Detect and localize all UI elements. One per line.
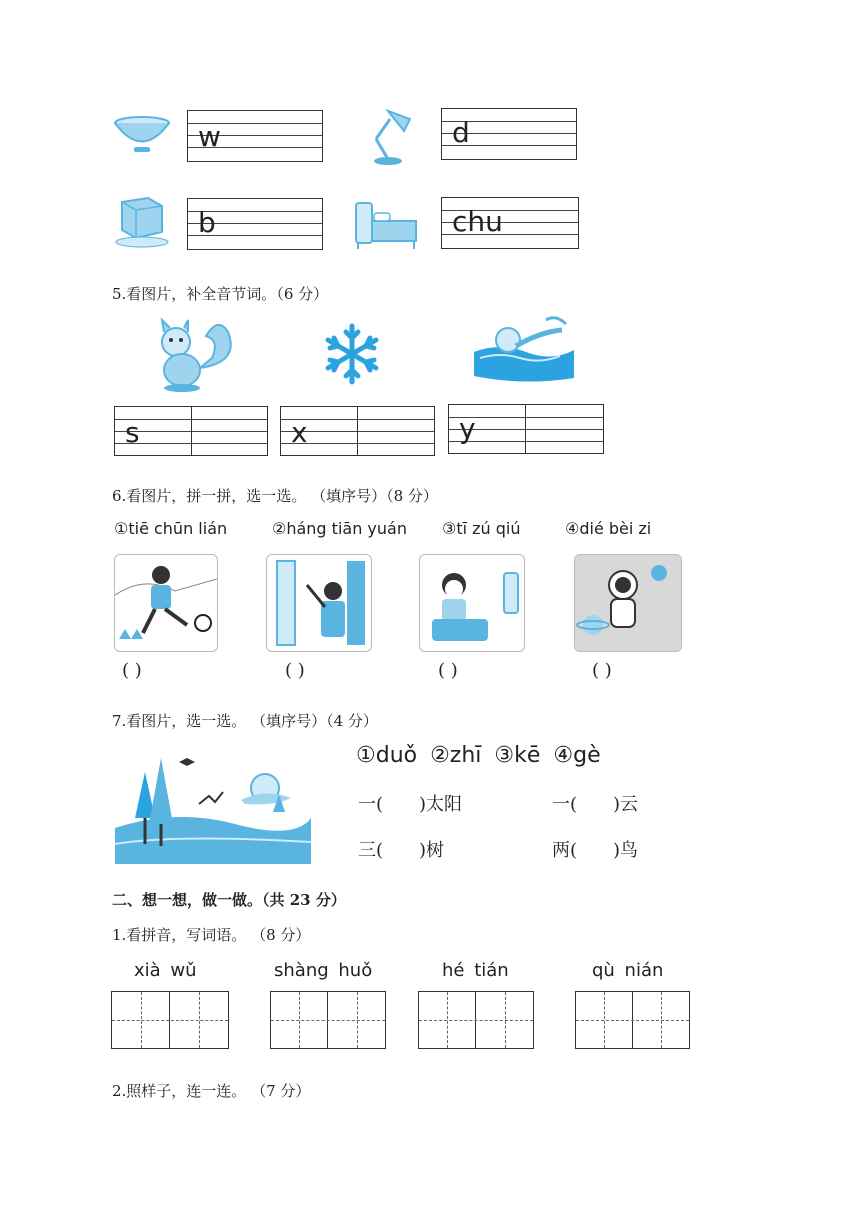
q7-title: 7.看图片，选一选。 （填序号）（4 分） bbox=[112, 712, 378, 730]
snowflake-picture bbox=[320, 322, 384, 386]
q6-option-2: ②háng tiān yuán bbox=[272, 519, 407, 538]
q6-answer-3[interactable]: ( ) bbox=[438, 660, 458, 681]
pinyin-qu-nian: qù nián bbox=[592, 960, 664, 981]
swimmer-picture bbox=[470, 312, 576, 384]
section2-title: 二、想一想，做一做。（共 23 分） bbox=[112, 891, 346, 909]
pinyin-shang-huo: shàng huǒ bbox=[274, 960, 373, 981]
pinyin-box-b[interactable] bbox=[187, 198, 323, 250]
pinyin-prefix: w bbox=[198, 120, 221, 153]
q6-answer-1[interactable]: ( ) bbox=[122, 660, 142, 681]
q6-answer-2[interactable]: ( ) bbox=[285, 660, 305, 681]
char-grid-qu-nian[interactable] bbox=[575, 991, 690, 1049]
q7-item-bird[interactable]: 两( )鸟 bbox=[552, 840, 639, 861]
pinyin-prefix: b bbox=[198, 206, 216, 239]
q7-options: ①duǒ ②zhī ③kē ④gè bbox=[356, 743, 601, 768]
section2-q2-title: 2.照样子，连一连。 （7 分） bbox=[112, 1082, 311, 1100]
lamp-picture bbox=[360, 105, 416, 167]
bowl-picture bbox=[112, 115, 172, 155]
q7-item-cloud[interactable]: 一( )云 bbox=[552, 794, 639, 815]
kick-ball-picture bbox=[114, 554, 218, 652]
q6-answer-4[interactable]: ( ) bbox=[592, 660, 612, 681]
section2-q1-title: 1.看拼音，写词语。 （8 分） bbox=[112, 926, 311, 944]
char-grid-he-tian[interactable] bbox=[418, 991, 534, 1049]
pinyin-box-chu[interactable] bbox=[441, 197, 579, 249]
char-grid-xia-wu[interactable] bbox=[111, 991, 229, 1049]
bed-picture bbox=[350, 195, 424, 253]
pinyin-xia-wu: xià wǔ bbox=[134, 960, 197, 981]
q6-option-1: ①tiē chūn lián bbox=[114, 519, 228, 538]
q7-item-sun[interactable]: 一( )太阳 bbox=[358, 794, 463, 815]
pinyin-prefix: chu bbox=[452, 205, 503, 238]
landscape-picture bbox=[115, 748, 311, 864]
q5-title: 5.看图片，补全音节词。（6 分） bbox=[112, 285, 329, 303]
q6-option-4: ④dié bèi zi bbox=[565, 519, 652, 538]
q7-item-tree[interactable]: 三( )树 bbox=[358, 840, 445, 861]
squirrel-picture bbox=[148, 318, 238, 394]
char-grid-shang-huo[interactable] bbox=[270, 991, 386, 1049]
q6-title: 6.看图片，拼一拼，选一选。 （填序号）（8 分） bbox=[112, 487, 438, 505]
q5-box-y[interactable] bbox=[448, 404, 604, 454]
q6-option-3: ③tī zú qiú bbox=[442, 519, 521, 538]
q5-prefix: y bbox=[459, 412, 476, 445]
pinyin-box-d[interactable] bbox=[441, 108, 577, 160]
q5-prefix: s bbox=[125, 416, 140, 449]
couplet-picture bbox=[266, 554, 372, 652]
pinyin-he-tian: hé tián bbox=[442, 960, 509, 981]
astronaut-picture bbox=[574, 554, 682, 652]
pinyin-prefix: d bbox=[452, 116, 470, 149]
ice-cube-picture bbox=[108, 192, 174, 250]
q5-box-s[interactable] bbox=[114, 406, 268, 456]
q5-prefix: x bbox=[291, 416, 308, 449]
fold-quilt-picture bbox=[419, 554, 525, 652]
q5-box-x[interactable] bbox=[280, 406, 435, 456]
pinyin-box-w[interactable] bbox=[187, 110, 323, 162]
